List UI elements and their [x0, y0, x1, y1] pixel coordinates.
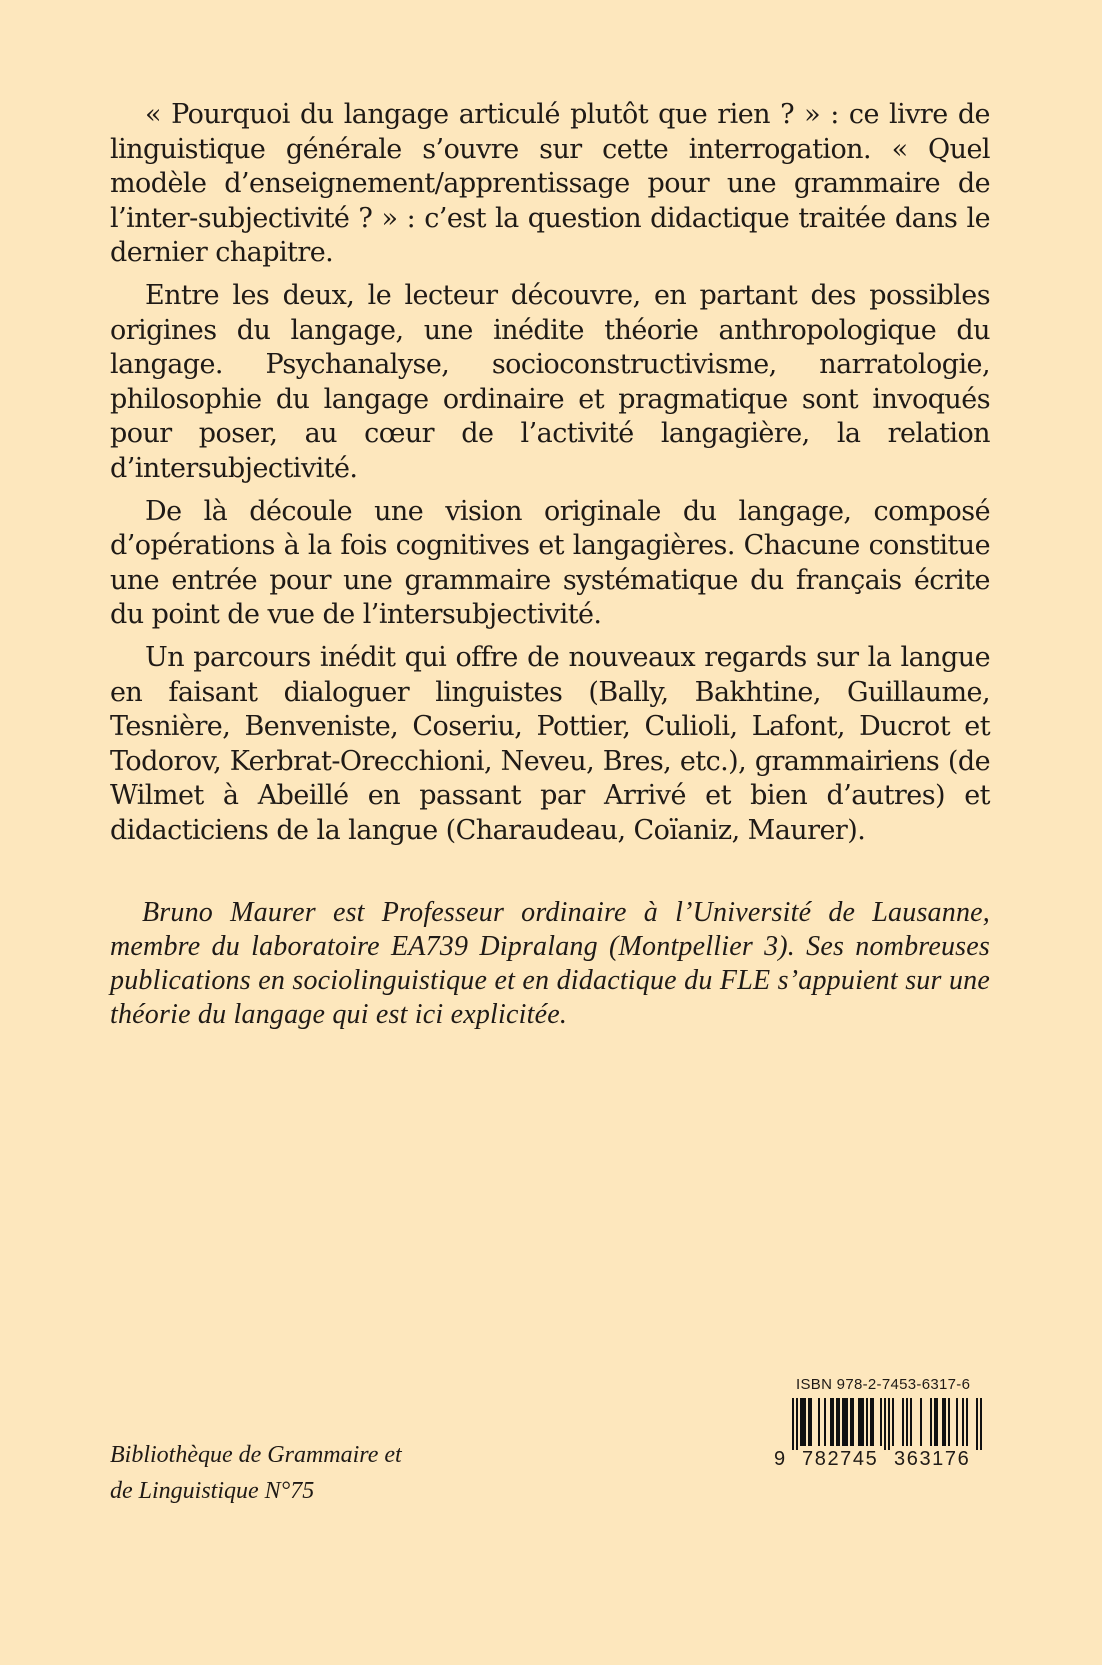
barcode-bar [966, 1398, 968, 1446]
barcode-bar [860, 1398, 862, 1446]
barcode-bar [892, 1398, 894, 1446]
barcode-bar [850, 1398, 852, 1446]
barcode-bar [810, 1398, 812, 1446]
barcode-bar [846, 1398, 848, 1446]
barcode-bar [872, 1398, 874, 1446]
barcode-bar [838, 1398, 840, 1446]
blurb-paragraph: Entre les deux, le lecteur découvre, en partant des possibles origines du langage, une inédite théorie anthropologique du langage. Psychanalyse, socioconstructivisme, narratologie, philosophie du langage ordinaire et pragmatique sont invoqués pour poser, au cœur de l’activité langagière, la relation d’intersubjectivité. [110, 279, 990, 484]
series-line-1: Bibliothèque de Grammaire et [110, 1442, 402, 1468]
barcode-bar [880, 1398, 882, 1446]
barcode-bar [910, 1398, 912, 1446]
barcode-bar [956, 1398, 958, 1446]
barcode-bar [808, 1398, 810, 1446]
isbn-digits [770, 1448, 992, 1474]
barcode-bar [920, 1398, 922, 1446]
barcode-bar [852, 1398, 854, 1446]
blurb-paragraph: « Pourquoi du langage articulé plutôt que rien ? » : ce livre de linguistique générale s’ouvre sur cette interrogation. « Quel modèle d’enseignement/apprentissage pour une grammaire de l’inter-subjectivité ? » : c’est la question didactique traitée dans le dernier chapitre. [110, 99, 990, 269]
barcode-bar [842, 1398, 844, 1446]
barcode-bar [824, 1398, 826, 1446]
barcode-bar [976, 1398, 978, 1450]
isbn-digit-lead: 9 [774, 1448, 786, 1470]
series-line-2: de Linguistique N°75 [110, 1478, 315, 1504]
barcode-bar [870, 1398, 872, 1446]
barcode-bar [942, 1398, 944, 1446]
barcode-bar [830, 1398, 832, 1446]
barcode-bar [962, 1398, 964, 1446]
barcode-bar [944, 1398, 946, 1446]
barcode-bar [844, 1398, 846, 1446]
barcode-bar [802, 1398, 804, 1446]
barcode-bar [934, 1398, 936, 1446]
barcode-bar [936, 1398, 938, 1446]
isbn-label: ISBN 978-2-7453-6317-6 [796, 1376, 971, 1393]
barcode-bar [836, 1398, 838, 1446]
barcode-bar [818, 1398, 820, 1446]
barcode-bar [884, 1398, 886, 1450]
barcode-graphic [792, 1398, 986, 1450]
barcode-bar [888, 1398, 890, 1450]
barcode-bar [796, 1398, 798, 1450]
book-blurb [110, 98, 990, 856]
barcode-bar [980, 1398, 982, 1450]
isbn-digit-group-2: 363176 [894, 1448, 971, 1470]
barcode-bar [862, 1398, 864, 1446]
barcode-bar [906, 1398, 908, 1446]
blurb-paragraph: De là découle une vision originale du langage, composé d’opérations à la fois cognitives et langagières. Chacune constitue une entrée pour une grammaire systématique du français écrite du point de vue de l’intersubjectivité. [110, 495, 990, 631]
blurb-paragraph: Un parcours inédit qui offre de nouveaux regards sur la langue en faisant dialoguer linguistes (Bally, Bakhtine, Guillaume, Tesnière, Benveniste, Coseriu, Pottier, Culioli, Lafont, Ducrot et Todorov, Kerbrat-Orecchioni, Neveu, Bres, etc.), grammairiens (de Wilmet à Abeillé en passant par Arrivé et bien d’autres) et didacticiens de la langue (Charaudeau, Coïaniz, Maurer). [110, 641, 990, 846]
series-title [110, 1437, 470, 1509]
author-bio: Bruno Maurer est Professeur ordinaire à l’Université de Lausanne, membre du laboratoire EA739 Dipralang (Montpellier 3). Ses nombreuses publications en sociolinguistique et en didactique du FLE s’appuient sur une théorie du langage qui est ici explicitée. [110, 897, 990, 1030]
barcode-bar [800, 1398, 802, 1446]
barcode-bar [792, 1398, 794, 1450]
barcode-bar [930, 1398, 932, 1446]
barcode-bar [902, 1398, 904, 1446]
barcode-bar [866, 1398, 868, 1446]
isbn-digit-group-1: 782745 [802, 1448, 879, 1470]
barcode-bar [858, 1398, 860, 1446]
barcode-bar [832, 1398, 834, 1446]
barcode-bar [804, 1398, 806, 1446]
isbn-barcode-block [770, 1376, 992, 1496]
barcode-bar [948, 1398, 950, 1446]
